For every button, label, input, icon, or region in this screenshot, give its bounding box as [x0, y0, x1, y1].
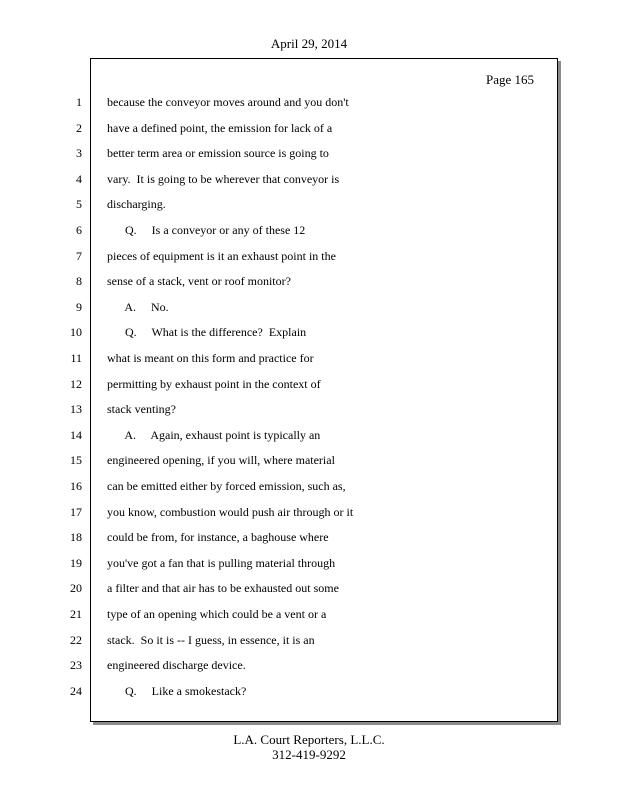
line-number: 24: [70, 684, 82, 698]
line-number: 16: [70, 479, 82, 493]
line-text: stack venting?: [107, 402, 176, 416]
line-text: engineered discharge device.: [107, 658, 246, 672]
line-text: because the conveyor moves around and you don't: [107, 95, 349, 109]
line-text: pieces of equipment is it an exhaust point in the: [107, 249, 336, 263]
line-text: Q. Is a conveyor or any of these 12: [107, 223, 306, 237]
line-number: 9: [76, 300, 82, 314]
line-number: 18: [70, 530, 82, 544]
line-number: 13: [70, 402, 82, 416]
line-text: what is meant on this form and practice for: [107, 351, 314, 365]
line-text: discharging.: [107, 197, 166, 211]
line-number: 17: [70, 505, 82, 519]
line-text: A. No.: [107, 300, 169, 314]
line-text: could be from, for instance, a baghouse where: [107, 530, 329, 544]
line-text: permitting by exhaust point in the context of: [107, 377, 321, 391]
page-number: Page 165: [486, 72, 535, 87]
line-number: 3: [76, 146, 82, 160]
line-number: 22: [70, 633, 82, 647]
line-text: stack. So it is -- I guess, in essence, it is an: [107, 633, 315, 647]
line-number: 10: [70, 325, 82, 339]
line-number: 19: [70, 556, 82, 570]
line-text: sense of a stack, vent or roof monitor?: [107, 274, 291, 288]
line-number: 1: [76, 95, 82, 109]
line-text: have a defined point, the emission for lack of a: [107, 121, 333, 135]
line-number: 6: [76, 223, 82, 237]
footer-phone: 312-419-9292: [272, 747, 346, 762]
line-text: better term area or emission source is going to: [107, 146, 329, 160]
line-number: 7: [76, 249, 82, 263]
line-text: a filter and that air has to be exhausted out some: [107, 581, 339, 595]
line-text: A. Again, exhaust point is typically an: [107, 428, 321, 442]
header-date: April 29, 2014: [270, 36, 348, 51]
line-number: 15: [70, 453, 82, 467]
line-text: Q. Like a smokestack?: [107, 684, 247, 698]
line-text: vary. It is going to be wherever that conveyor is: [107, 172, 340, 186]
line-text: can be emitted either by forced emission, such as,: [107, 479, 346, 493]
line-text: engineered opening, if you will, where material: [107, 453, 335, 467]
line-text: you've got a fan that is pulling material through: [107, 556, 336, 570]
line-text: type of an opening which could be a vent or a: [107, 607, 327, 621]
line-number: 11: [70, 351, 82, 365]
footer-company: L.A. Court Reporters, L.L.C.: [233, 732, 385, 747]
line-number: 5: [76, 197, 82, 211]
line-number: 8: [76, 274, 82, 288]
line-number: 20: [70, 581, 82, 595]
line-number: 14: [70, 428, 82, 442]
line-number: 21: [70, 607, 82, 621]
line-number: 23: [70, 658, 82, 672]
line-number: 12: [70, 377, 82, 391]
line-text: Q. What is the difference? Explain: [107, 325, 307, 339]
line-text: you know, combustion would push air through or it: [107, 505, 354, 519]
line-number: 2: [76, 121, 82, 135]
line-number: 4: [76, 172, 82, 186]
